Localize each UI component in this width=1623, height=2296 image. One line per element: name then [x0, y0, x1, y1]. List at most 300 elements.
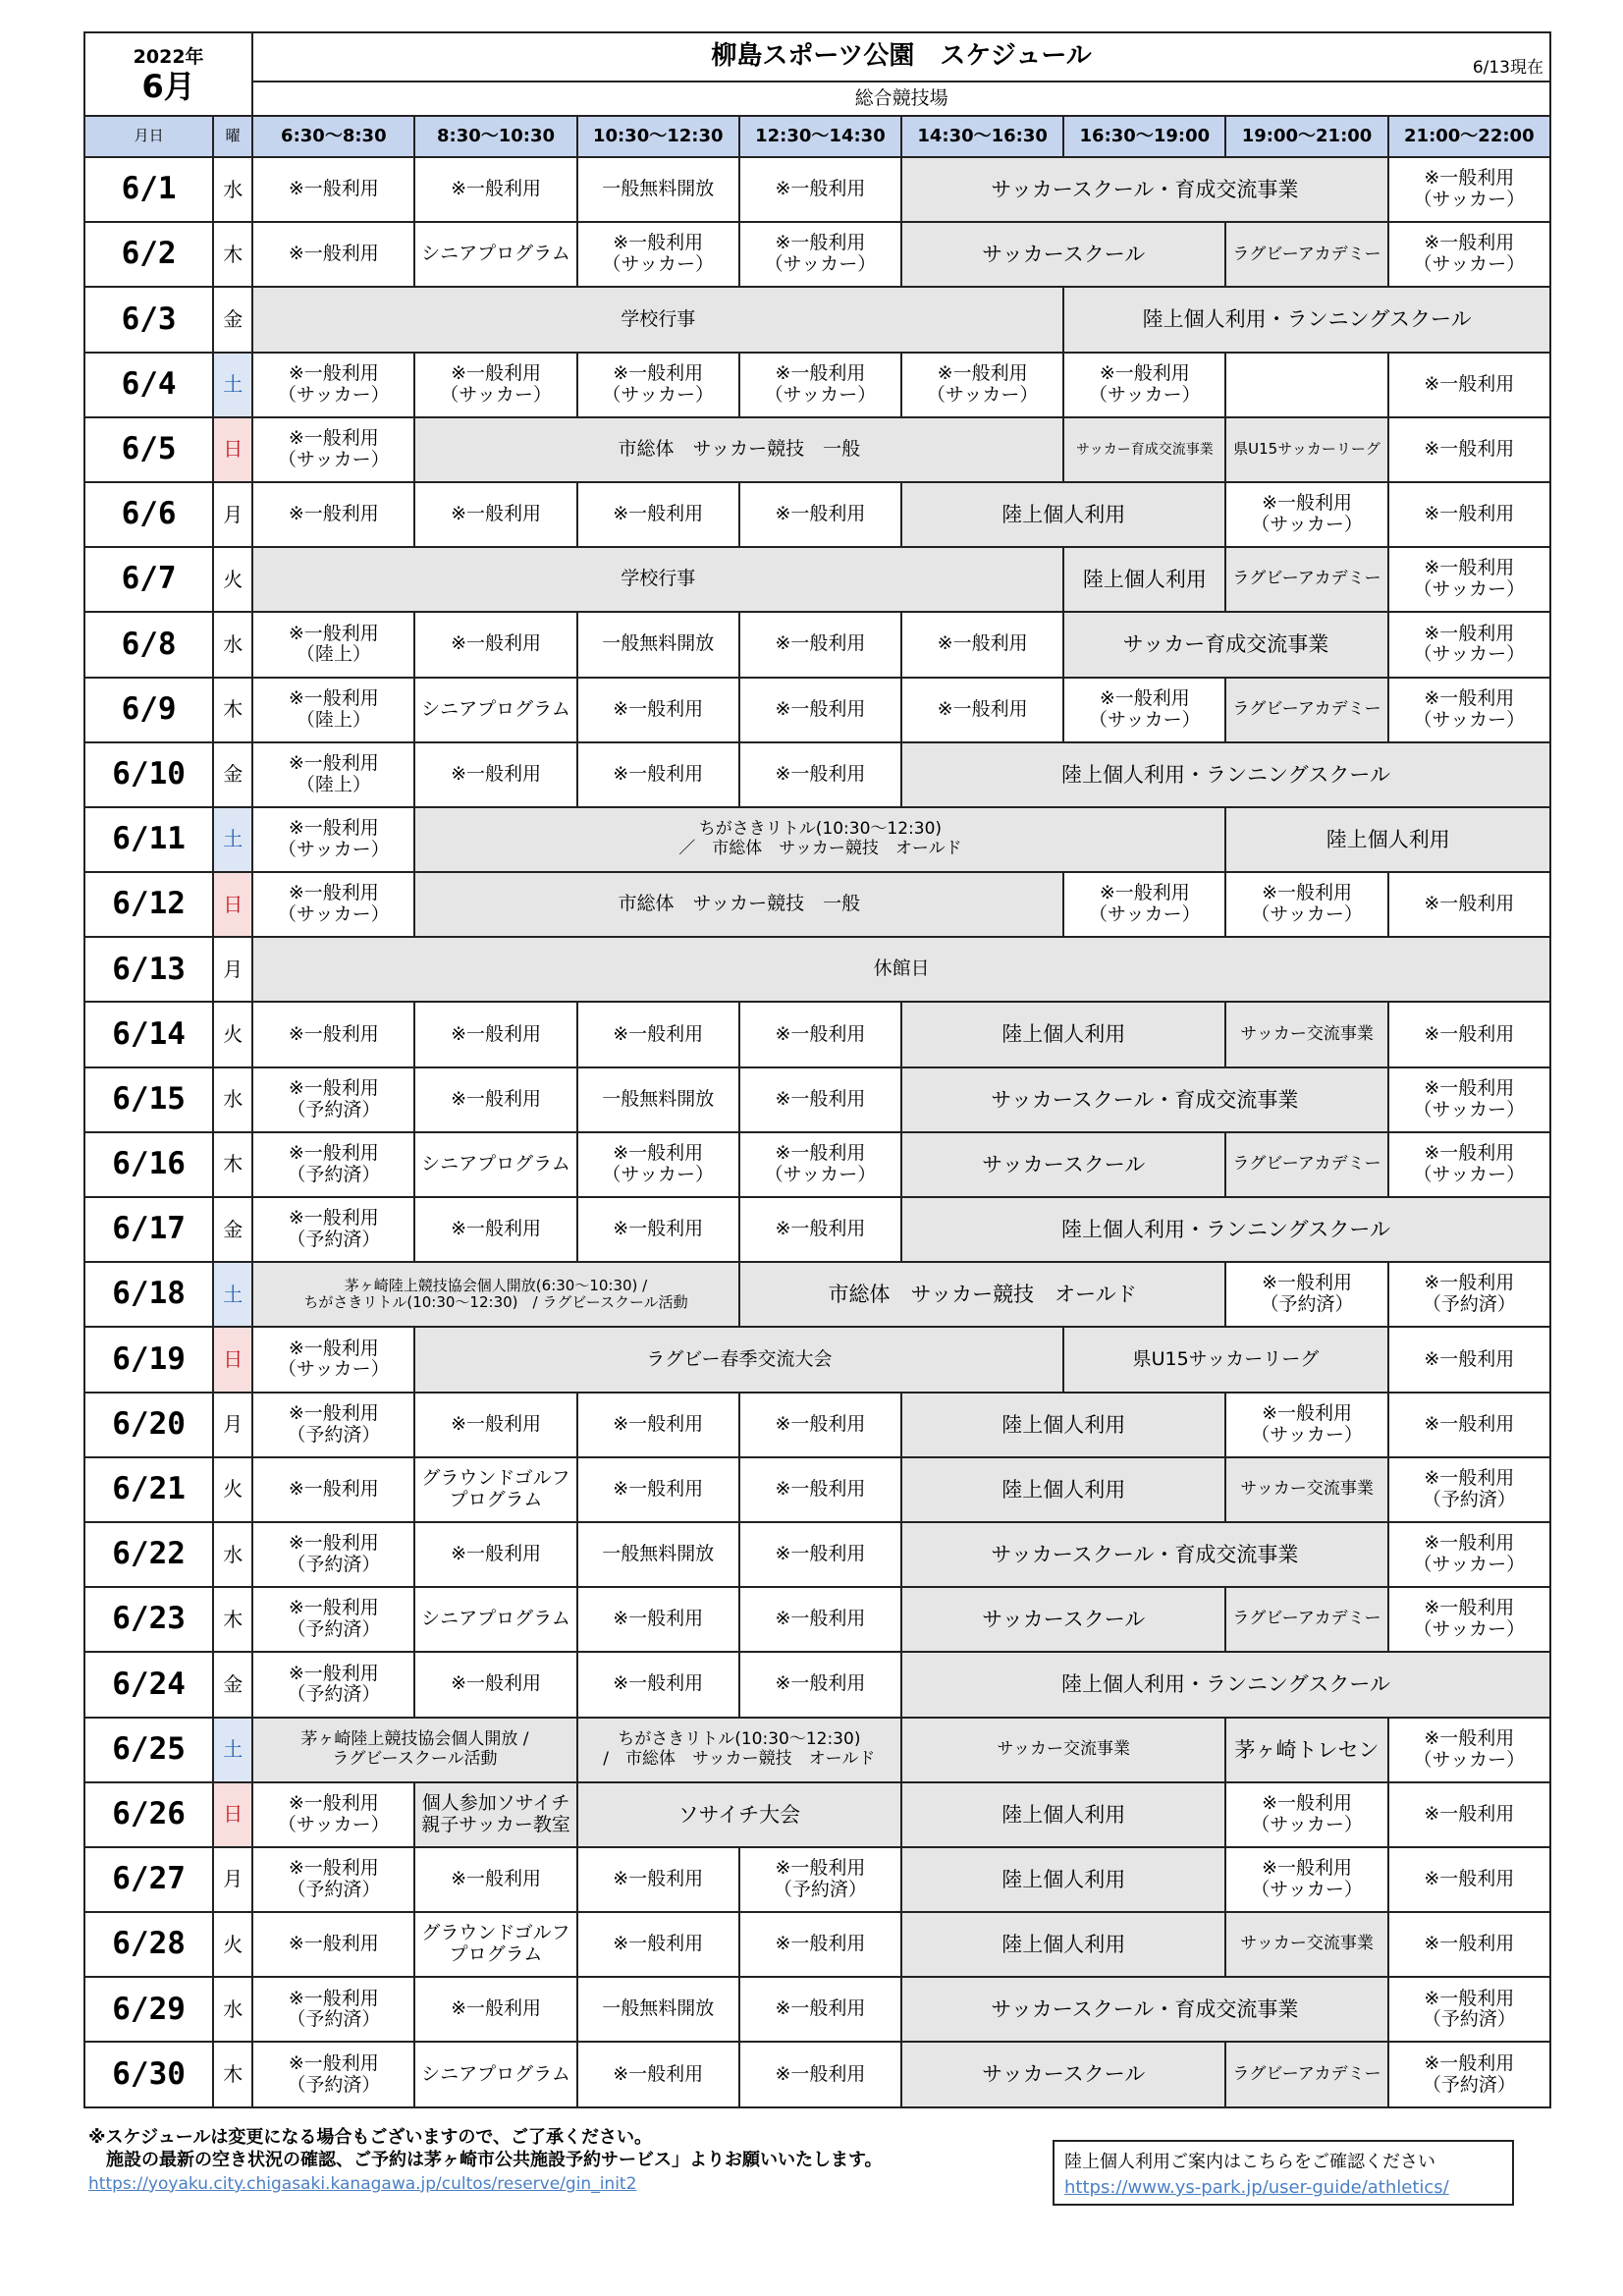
cell-label: ※一般利用 （予約済）: [287, 1987, 381, 2031]
schedule-cell: [252, 742, 414, 807]
schedule-cell: [901, 1522, 1388, 1587]
schedule-row: [84, 1522, 1550, 1587]
schedule-cell: [1225, 678, 1387, 742]
cell-label: ラグビーアカデミー: [1232, 2063, 1381, 2084]
row-weekday: 日: [213, 417, 252, 482]
cell-label: 学校行事: [621, 568, 696, 590]
schedule-cell: [1225, 547, 1387, 612]
cell-label: 茅ヶ崎陸上競技協会個人開放 / ラグビースクール活動: [300, 1729, 529, 1769]
cell-label: 陸上個人利用: [1001, 1022, 1126, 1047]
cell-label: ※一般利用: [451, 178, 541, 200]
cell-label: ラグビーアカデミー: [1232, 1154, 1381, 1175]
schedule-cell: [1388, 1457, 1550, 1522]
schedule-row: [84, 678, 1550, 742]
schedule-cell: [252, 417, 414, 482]
cell-label: ※一般利用: [451, 503, 541, 525]
schedule-cell: [1388, 547, 1550, 612]
cell-label: 茅ヶ崎トレセン: [1234, 1737, 1380, 1762]
cell-label: ※一般利用 （予約済）: [773, 1857, 867, 1900]
cell-label: 一般無料開放: [602, 632, 715, 655]
schedule-cell: [414, 1977, 576, 2042]
schedule-cell: [739, 1393, 901, 1457]
schedule-cell: [252, 1197, 414, 1262]
cell-label: ※一般利用 （サッカー）: [278, 817, 390, 860]
schedule-cell: [1225, 482, 1387, 547]
cell-label: ソサイチ大会: [677, 1802, 801, 1827]
cell-label: ※一般利用: [775, 1412, 866, 1435]
schedule-cell: [1225, 1782, 1387, 1847]
schedule-cell: [901, 482, 1225, 547]
cell-label: ※一般利用: [613, 2062, 704, 2085]
cell-label: 茅ヶ崎陸上競技協会個人開放(6:30～10:30) / ちがさきリトル(10:30～12:30) / ラグビースクール活動: [303, 1277, 688, 1312]
cell-label: ※一般利用: [613, 1412, 704, 1435]
schedule-cell: [739, 678, 901, 742]
cell-label: サッカー育成交流事業: [1075, 441, 1214, 458]
schedule-cell: [901, 742, 1550, 807]
cell-label: 一般無料開放: [602, 1087, 715, 1110]
cell-label: 県U15サッカーリーグ: [1233, 440, 1380, 459]
schedule-row: [84, 1587, 1550, 1652]
cell-label: シニアプログラム: [421, 1152, 570, 1175]
row-date: 6/27: [84, 1847, 213, 1912]
cell-label: ※一般利用: [451, 1868, 541, 1890]
row-weekday: 火: [213, 1002, 252, 1066]
schedule-cell: [1063, 287, 1550, 352]
cell-label: ※一般利用 （サッカー）: [1413, 557, 1526, 601]
cell-label: ※一般利用 （サッカー）: [1413, 1142, 1526, 1185]
schedule-row: [84, 1457, 1550, 1522]
cell-label: サッカースクール・育成交流事業: [991, 1087, 1299, 1112]
cell-label: 市総体 サッカー競技 一般: [618, 437, 861, 460]
cell-label: ※一般利用: [1424, 503, 1515, 525]
cell-label: ※一般利用: [775, 2062, 866, 2085]
cell-label: ※一般利用: [613, 1933, 704, 1955]
schedule-cell: [414, 1522, 576, 1587]
schedule-cell: [252, 1393, 414, 1457]
cell-label: ※一般利用: [937, 632, 1028, 655]
schedule-cell: [577, 1782, 901, 1847]
schedule-cell: [252, 353, 414, 417]
schedule-cell: [1063, 678, 1225, 742]
row-date: 6/13: [84, 937, 213, 1002]
cell-label: サッカー育成交流事業: [1122, 632, 1329, 657]
cell-label: サッカー交流事業: [1240, 1934, 1374, 1954]
schedule-cell: [414, 872, 1063, 937]
schedule-cell: [577, 222, 739, 287]
cell-label: ※一般利用: [775, 632, 866, 655]
schedule-cell: [414, 1067, 576, 1132]
schedule-cell: [577, 1067, 739, 1132]
cell-label: ※一般利用: [288, 1477, 379, 1500]
cell-label: 陸上個人利用: [1325, 827, 1450, 851]
cell-label: サッカースクール: [982, 1608, 1146, 1632]
row-date: 6/25: [84, 1718, 213, 1782]
cell-label: ※一般利用: [775, 1933, 866, 1955]
schedule-row: [84, 937, 1550, 1002]
row-date: 6/18: [84, 1262, 213, 1327]
col-date-header: 月日: [84, 116, 213, 157]
schedule-cell: [577, 1652, 739, 1717]
cell-label: ※一般利用 （予約済）: [287, 2051, 381, 2096]
schedule-cell: [252, 1782, 414, 1847]
schedule-row: [84, 287, 1550, 352]
row-date: 6/5: [84, 417, 213, 482]
cell-label: ※一般利用 （サッカー）: [1413, 167, 1526, 211]
cell-label: ※一般利用: [613, 1608, 704, 1630]
schedule-cell: [414, 1652, 576, 1717]
schedule-cell: [577, 482, 739, 547]
info-title: 陸上個人利用ご案内はこちらをご確認ください: [1064, 2152, 1435, 2172]
row-date: 6/26: [84, 1782, 213, 1847]
schedule-cell: [414, 742, 576, 807]
cell-label: 県U15サッカーリーグ: [1132, 1347, 1320, 1370]
schedule-cell: [1063, 353, 1225, 417]
facility-name: 総合競技場: [252, 82, 1550, 116]
cell-label: ※一般利用 （サッカー）: [1251, 1857, 1363, 1900]
row-weekday: 土: [213, 807, 252, 872]
schedule-cell: [577, 1718, 901, 1782]
schedule-cell: [414, 1393, 576, 1457]
schedule-cell: [1388, 1067, 1550, 1132]
schedule-row: [84, 1393, 1550, 1457]
cell-label: ※一般利用: [775, 503, 866, 525]
schedule-cell: [1063, 417, 1225, 482]
cell-label: ※一般利用: [1424, 1868, 1515, 1890]
slot-header: 10:30～12:30: [577, 116, 739, 157]
schedule-cell: [414, 1587, 576, 1652]
schedule-row: [84, 1782, 1550, 1847]
slot-header: 21:00～22:00: [1388, 116, 1550, 157]
cell-label: ※一般利用 （サッカー）: [1089, 686, 1201, 731]
cell-label: サッカー交流事業: [997, 1738, 1131, 1759]
schedule-cell: [252, 547, 1063, 612]
row-weekday: 水: [213, 1522, 252, 1587]
schedule-cell: [252, 1457, 414, 1522]
slot-header: 8:30～10:30: [414, 116, 576, 157]
month: 6月: [141, 68, 195, 106]
cell-label: ※一般利用 （予約済）: [1422, 1272, 1516, 1316]
schedule-cell: [901, 1002, 1225, 1066]
schedule-row: [84, 1652, 1550, 1717]
schedule-row: [84, 1327, 1550, 1392]
cell-label: ※一般利用 （サッカー）: [602, 1142, 715, 1185]
cell-label: ※一般利用 （サッカー）: [1413, 1532, 1526, 1576]
schedule-row: [84, 1197, 1550, 1262]
schedule-cell: [414, 612, 576, 677]
schedule-cell: [252, 807, 414, 872]
row-weekday: 木: [213, 1132, 252, 1197]
row-date: 6/23: [84, 1587, 213, 1652]
schedule-cell: [577, 1197, 739, 1262]
cell-label: ※一般利用: [613, 1868, 704, 1890]
schedule-cell: [1225, 1262, 1387, 1327]
schedule-cell: [1388, 2042, 1550, 2106]
row-date: 6/6: [84, 482, 213, 547]
schedule-row: [84, 612, 1550, 677]
cell-label: ※一般利用 （サッカー）: [1413, 1076, 1526, 1121]
schedule-cell: [252, 1977, 414, 2042]
page-title: 柳島スポーツ公園 スケジュール: [711, 41, 1092, 72]
cell-label: ※一般利用 （サッカー）: [1413, 686, 1526, 731]
cell-label: ※一般利用: [775, 1218, 866, 1240]
cell-label: ※一般利用 （予約済）: [287, 1401, 381, 1446]
schedule-cell: [901, 1847, 1225, 1912]
row-date: 6/4: [84, 353, 213, 417]
cell-label: ※一般利用 （陸上）: [288, 751, 379, 795]
athletics-info-box: [1053, 2140, 1514, 2206]
row-weekday: 日: [213, 872, 252, 937]
schedule-cell: [414, 482, 576, 547]
cell-label: ※一般利用 （サッカー）: [764, 361, 877, 406]
row-weekday: 水: [213, 612, 252, 677]
athletics-guide-link[interactable]: https://www.ys-park.jp/user-guide/athletics/: [1064, 2177, 1449, 2198]
schedule-cell: [414, 1912, 576, 1977]
schedule-cell: [414, 2042, 576, 2106]
as-of-date: 6/13現在: [1472, 58, 1543, 79]
cell-label: サッカースクール・育成交流事業: [991, 1997, 1299, 2022]
schedule-cell: [1225, 1847, 1387, 1912]
cell-label: 陸上個人利用: [1001, 1933, 1126, 1957]
cell-label: サッカースクール・育成交流事業: [991, 178, 1299, 202]
schedule-cell: [1388, 1393, 1550, 1457]
schedule-cell: [577, 1393, 739, 1457]
row-weekday: 土: [213, 353, 252, 417]
schedule-row: [84, 1067, 1550, 1132]
cell-label: 休館日: [873, 957, 930, 980]
row-weekday: 木: [213, 2042, 252, 2106]
schedule-cell: [1388, 417, 1550, 482]
row-weekday: 土: [213, 1262, 252, 1327]
schedule-cell: [901, 1977, 1388, 2042]
schedule-cell: [739, 1197, 901, 1262]
row-date: 6/3: [84, 287, 213, 352]
schedule-cell: [1225, 807, 1550, 872]
cell-label: ※一般利用 （陸上）: [288, 622, 379, 666]
schedule-cell: [739, 1522, 901, 1587]
cell-label: ※一般利用 （予約済）: [287, 1597, 381, 1641]
cell-label: 市総体 サッカー競技 一般: [618, 893, 861, 915]
cell-label: ※一般利用: [451, 1543, 541, 1565]
row-date: 6/11: [84, 807, 213, 872]
row-date: 6/7: [84, 547, 213, 612]
cell-label: 一般無料開放: [602, 178, 715, 200]
row-weekday: 金: [213, 1652, 252, 1717]
cell-label: ※一般利用: [451, 1087, 541, 1110]
cell-label: 個人参加ソサイチ 親子サッカー教室: [421, 1791, 570, 1835]
cell-label: ※一般利用: [451, 1997, 541, 2020]
schedule-cell: [1388, 1718, 1550, 1782]
schedule-cell: [577, 612, 739, 677]
cell-label: ラグビーアカデミー: [1232, 569, 1381, 589]
row-weekday: 金: [213, 742, 252, 807]
cell-label: 一般無料開放: [602, 1543, 715, 1565]
schedule-cell: [414, 1847, 576, 1912]
schedule-cell: [252, 1262, 739, 1327]
schedule-row: [84, 222, 1550, 287]
row-date: 6/17: [84, 1197, 213, 1262]
cell-label: ※一般利用: [775, 697, 866, 720]
cell-label: ※一般利用 （陸上）: [288, 686, 379, 731]
row-date: 6/1: [84, 157, 213, 222]
slot-header: 16:30～19:00: [1063, 116, 1225, 157]
schedule-cell: [252, 1912, 414, 1977]
cell-label: ※一般利用 （サッカー）: [1413, 1597, 1526, 1641]
schedule-cell: [739, 1132, 901, 1197]
schedule-cell: [901, 1393, 1225, 1457]
cell-label: サッカースクール: [982, 2062, 1146, 2087]
schedule-cell: [1225, 1718, 1387, 1782]
note-line-2: 施設の最新の空き状況の確認、ご予約は茅ヶ崎市公共施設予約サービス」よりお願いいたします。: [88, 2150, 883, 2171]
schedule-cell: [739, 222, 901, 287]
row-date: 6/15: [84, 1067, 213, 1132]
schedule-cell: [1225, 417, 1387, 482]
row-date: 6/2: [84, 222, 213, 287]
cell-label: ※一般利用 （サッカー）: [1251, 1401, 1363, 1446]
schedule-cell: [414, 807, 1225, 872]
row-date: 6/8: [84, 612, 213, 677]
note-line-1: ※スケジュールは変更になる場合もございますので、ご了承ください。: [88, 2127, 653, 2148]
cell-label: ※一般利用: [775, 1608, 866, 1630]
schedule-row: [84, 807, 1550, 872]
slot-header: 19:00～21:00: [1225, 116, 1387, 157]
row-weekday: 木: [213, 222, 252, 287]
slot-header: 14:30～16:30: [901, 116, 1063, 157]
schedule-row: [84, 1262, 1550, 1327]
cell-label: ※一般利用 （予約済）: [287, 1857, 381, 1900]
schedule-cell: [901, 678, 1063, 742]
cell-label: ※一般利用: [288, 503, 379, 525]
schedule-cell: [414, 1782, 576, 1847]
cell-label: ※一般利用: [775, 1477, 866, 1500]
schedule-row: [84, 742, 1550, 807]
schedule-cell: [577, 157, 739, 222]
row-weekday: 月: [213, 1847, 252, 1912]
cell-label: ※一般利用 （予約済）: [1422, 1467, 1516, 1510]
row-weekday: 日: [213, 1782, 252, 1847]
schedule-cell: [901, 1782, 1225, 1847]
schedule-cell: [901, 1652, 1550, 1717]
schedule-cell: [252, 1587, 414, 1652]
schedule-cell: [577, 1522, 739, 1587]
cell-label: ※一般利用 （サッカー）: [1251, 882, 1363, 926]
cell-label: ※一般利用: [288, 1933, 379, 1955]
schedule-cell: [414, 1002, 576, 1066]
cell-label: ※一般利用: [1424, 1347, 1515, 1370]
cell-label: ※一般利用: [775, 1087, 866, 1110]
schedule-cell: [414, 1197, 576, 1262]
schedule-row: [84, 2042, 1550, 2106]
row-weekday: 月: [213, 1393, 252, 1457]
cell-label: ※一般利用 （サッカー）: [278, 1337, 390, 1381]
schedule-cell: [252, 1002, 414, 1066]
row-date: 6/14: [84, 1002, 213, 1066]
schedule-cell: [577, 1132, 739, 1197]
cell-label: ラグビーアカデミー: [1232, 698, 1381, 719]
schedule-row: [84, 1977, 1550, 2042]
schedule-sheet: [83, 31, 1551, 2108]
schedule-cell: [901, 1912, 1225, 1977]
schedule-cell: [1225, 1002, 1387, 1066]
cell-label: ※一般利用 （サッカー）: [764, 1142, 877, 1185]
schedule-cell: [414, 678, 576, 742]
cell-label: ※一般利用 （予約済）: [287, 1662, 381, 1706]
cell-label: ※一般利用: [288, 1022, 379, 1045]
schedule-cell: [901, 1457, 1225, 1522]
cell-label: ※一般利用 （サッカー）: [278, 1791, 390, 1835]
cell-label: ※一般利用: [1424, 1022, 1515, 1045]
schedule-row: [84, 1002, 1550, 1066]
schedule-cell: [252, 1132, 414, 1197]
cell-label: サッカースクール・育成交流事業: [991, 1542, 1299, 1566]
cell-label: 陸上個人利用: [1001, 1802, 1126, 1827]
schedule-cell: [252, 287, 1063, 352]
cell-label: ※一般利用: [775, 1997, 866, 2020]
row-weekday: 火: [213, 1912, 252, 1977]
schedule-cell: [1225, 1393, 1387, 1457]
schedule-cell: [739, 1067, 901, 1132]
schedule-cell: [1388, 1262, 1550, 1327]
cell-label: ※一般利用: [613, 1672, 704, 1695]
schedule-cell: [577, 2042, 739, 2106]
schedule-cell: [1388, 612, 1550, 677]
schedule-cell: [901, 222, 1225, 287]
cell-label: ※一般利用: [288, 178, 379, 200]
schedule-cell: [252, 1847, 414, 1912]
schedule-cell: [577, 1912, 739, 1977]
schedule-cell: [414, 353, 576, 417]
schedule-cell: [1225, 1457, 1387, 1522]
schedule-row: [84, 1718, 1550, 1782]
cell-label: ※一般利用: [1424, 1933, 1515, 1955]
empty-cell: [1225, 353, 1387, 417]
cell-label: ※一般利用: [775, 1022, 866, 1045]
schedule-cell: [739, 1457, 901, 1522]
schedule-cell: [252, 1718, 576, 1782]
cell-label: ※一般利用: [613, 1022, 704, 1045]
row-weekday: 木: [213, 1587, 252, 1652]
schedule-cell: [1388, 222, 1550, 287]
cell-label: サッカースクール: [982, 243, 1146, 267]
schedule-cell: [739, 1587, 901, 1652]
cell-label: ※一般利用 （サッカー）: [764, 232, 877, 276]
schedule-cell: [739, 1847, 901, 1912]
cell-label: ラグビー春季交流大会: [646, 1347, 833, 1370]
schedule-cell: [1388, 157, 1550, 222]
schedule-cell: [252, 222, 414, 287]
row-weekday: 月: [213, 482, 252, 547]
cell-label: シニアプログラム: [421, 243, 570, 265]
schedule-cell: [1388, 1132, 1550, 1197]
row-date: 6/30: [84, 2042, 213, 2106]
schedule-cell: [1388, 482, 1550, 547]
cell-label: ※一般利用 （サッカー）: [1413, 1726, 1526, 1771]
cell-label: ラグビーアカデミー: [1232, 244, 1381, 264]
cell-label: ※一般利用 （サッカー）: [1413, 232, 1526, 276]
row-weekday: 水: [213, 1067, 252, 1132]
schedule-cell: [414, 157, 576, 222]
reservation-link[interactable]: https://yoyaku.city.chigasaki.kanagawa.jp/cultos/reserve/gin_init2: [88, 2173, 637, 2194]
schedule-cell: [901, 1718, 1225, 1782]
cell-label: 陸上個人利用: [1082, 568, 1207, 592]
row-weekday: 水: [213, 157, 252, 222]
cell-label: ※一般利用 （サッカー）: [602, 361, 715, 406]
cell-label: ※一般利用: [613, 697, 704, 720]
cell-label: ※一般利用: [451, 1412, 541, 1435]
cell-label: ※一般利用: [613, 762, 704, 785]
schedule-table: [83, 31, 1551, 2108]
row-date: 6/29: [84, 1977, 213, 2042]
schedule-cell: [252, 482, 414, 547]
